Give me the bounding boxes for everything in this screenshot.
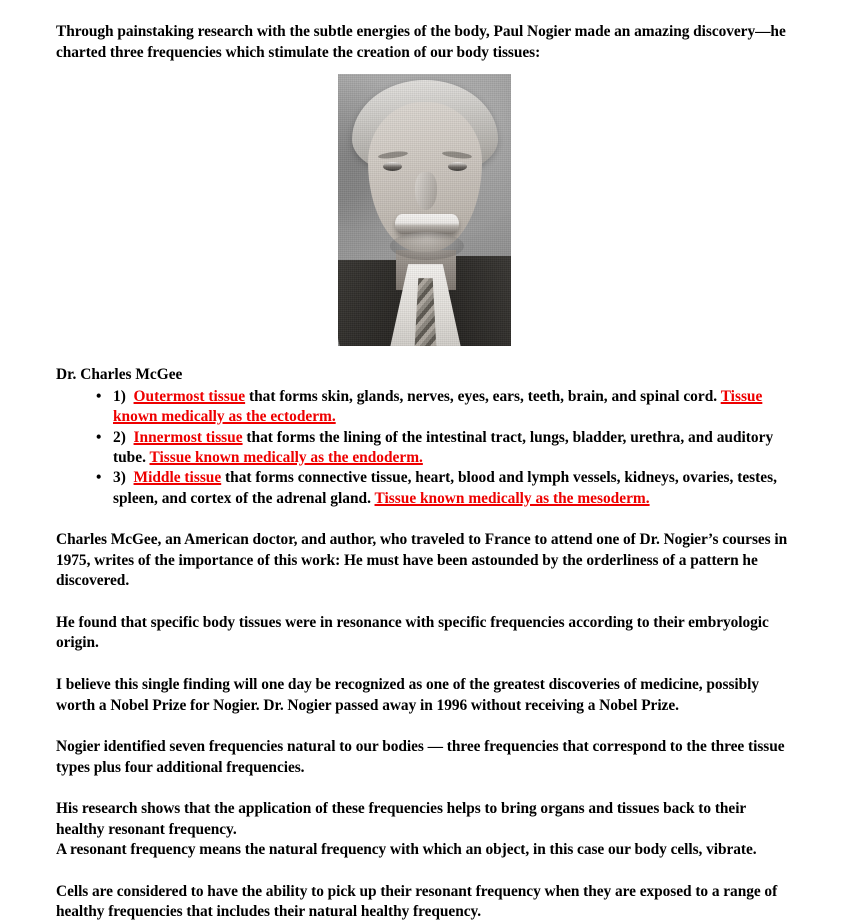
tissue-number: 3)	[113, 469, 126, 487]
document-content	[56, 0, 792, 923]
tissue-number: 1)	[113, 387, 126, 405]
paragraph-mcgee-bio: Charles McGee, an American doctor, and author, who traveled to France to attend one of Dr. Nogier’s courses in 1975, writes of the importance of this work: He must have been astounded by the orderliness of a pattern he discovered.	[56, 531, 788, 590]
paragraph-nobel-belief: I believe this single finding will one day be recognized as one of the greatest discoveries of medicine, possibly worth a Nobel Prize for Nogier. Dr. Nogier passed away in 1996 without receiving a Nobel Prize.	[56, 675, 760, 714]
list-item	[102, 428, 792, 469]
tissue-description: that forms the lining of the intestinal tract, lungs, bladder, urethra, and auditory tube.	[113, 428, 774, 466]
list-item	[102, 468, 792, 509]
tissue-term: Outermost tissue	[133, 387, 246, 405]
tissue-type-list	[56, 387, 792, 509]
tissue-term: Innermost tissue	[133, 428, 243, 446]
lead-paragraph: Through painstaking research with the subtle energies of the body, Paul Nogier made an amazing discovery—he charted three frequencies which stimulate the creation of our body tissues:	[56, 23, 786, 61]
paragraph-cells-pickup: Cells are considered to have the ability to pick up their resonant frequency when they are exposed to a range of healthy frequencies that includes their natural healthy frequency.	[56, 882, 778, 921]
photo-smile	[395, 214, 459, 234]
photo-chin	[390, 232, 464, 260]
paragraph-resonance-finding: He found that specific body tissues were in resonance with specific frequencies according to their embryologic origin.	[56, 613, 769, 652]
portrait-photo	[338, 74, 511, 346]
paragraph-research-shows: His research shows that the application of these frequencies helps to bring organs and tissues back to their healthy resonant frequency.	[56, 800, 746, 838]
tissue-term: Middle tissue	[133, 469, 222, 487]
portrait-figure	[56, 63, 792, 351]
photo-eye-left	[383, 162, 402, 171]
photo-caption: Dr. Charles McGee	[56, 366, 183, 384]
paragraph-resonant-definition: A resonant frequency means the natural frequency with which an object, in this case our body cells, vibrate.	[56, 841, 757, 859]
tissue-description: that forms connective tissue, heart, blood and lymph vessels, kidneys, ovaries, testes, spleen, and cortex of the adrenal gland.	[113, 469, 777, 507]
tissue-number: 2)	[113, 428, 126, 446]
paragraph-seven-frequencies: Nogier identified seven frequencies natural to our bodies — three frequencies that correspond to the three tissue types plus four additional frequencies.	[56, 738, 785, 776]
tissue-medical-note: Tissue known medically as the endoderm.	[149, 448, 423, 466]
photo-nose	[415, 172, 437, 210]
photo-eye-right	[448, 162, 467, 171]
tissue-medical-note: Tissue known medically as the mesoderm.	[374, 489, 650, 507]
list-item	[102, 387, 792, 428]
tissue-medical-note: Tissue known medically as the ectoderm.	[113, 387, 763, 426]
tissue-description: that forms skin, glands, nerves, eyes, ears, teeth, brain, and spinal cord.	[245, 387, 721, 405]
